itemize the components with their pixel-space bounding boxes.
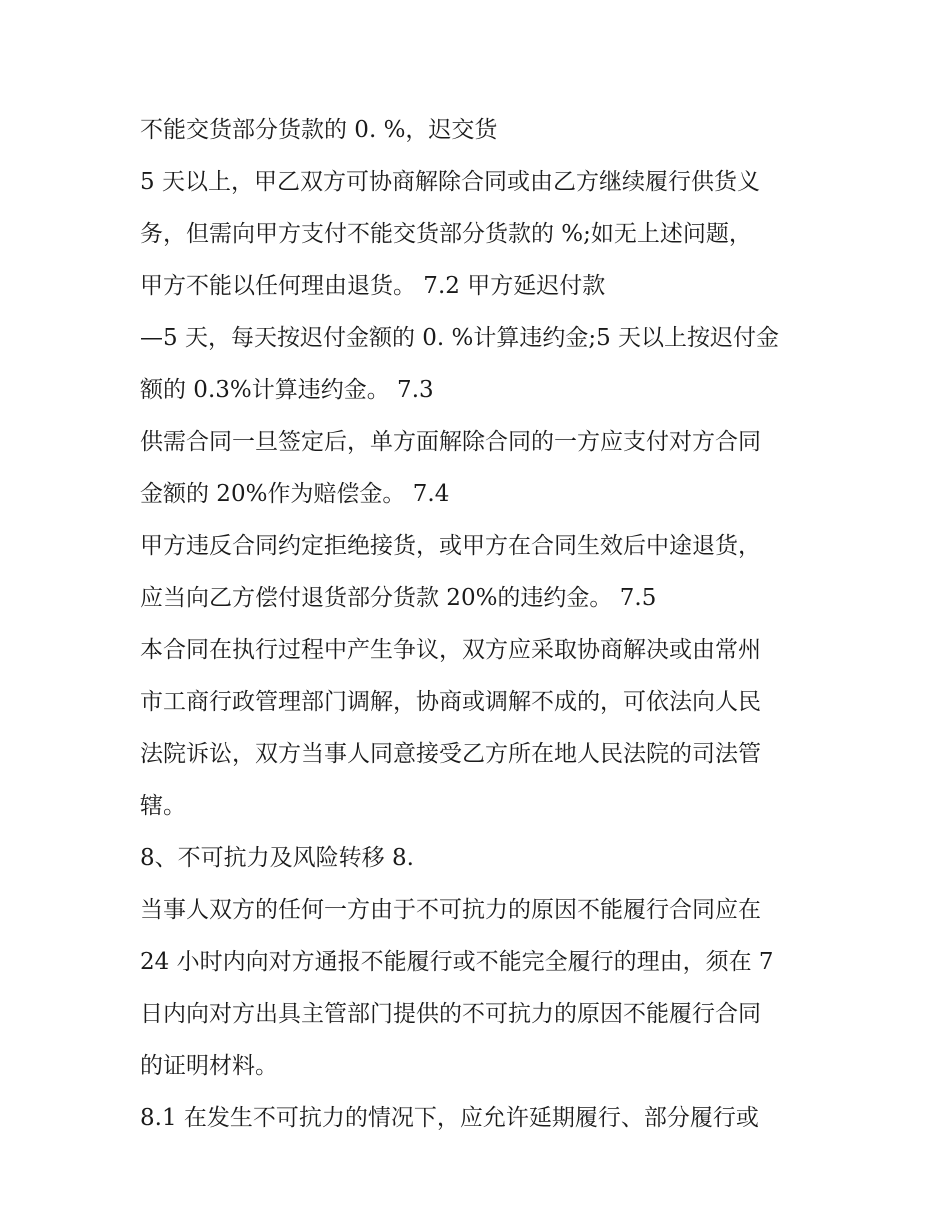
text-line: 应当向乙方偿付退货部分货款 20%的违约金。 7.5 (140, 585, 657, 611)
text-line: 市工商行政管理部门调解，协商或调解不成的，可依法向人民 (140, 689, 761, 715)
text-line: 金额的 20%作为赔偿金。 7.4 (140, 481, 450, 507)
text-line: 日内向对方出具主管部门提供的不可抗力的原因不能履行合同 (140, 1001, 761, 1027)
text-line: 务，但需向甲方支付不能交货部分货款的 %;如无上述问题， (140, 221, 752, 247)
text-line: —5 天，每天按迟付金额的 0. %计算违约金;5 天以上按迟付金 (140, 325, 780, 351)
document-body (140, 108, 830, 1148)
text-line: 甲方不能以任何理由退货。 7.2 甲方延迟付款 (140, 273, 606, 299)
section-heading: 8、不可抗力及风险转移 8. (140, 845, 414, 871)
text-line: 辖。 (140, 793, 186, 819)
text-line: 本合同在执行过程中产生争议，双方应采取协商解决或由常州 (140, 637, 761, 663)
text-line: 的证明材料。 (140, 1053, 278, 1079)
text-line: 甲方违反合同约定拒绝接货，或甲方在合同生效后中途退货， (140, 533, 761, 559)
text-line: 5 天以上，甲乙双方可协商解除合同或由乙方继续履行供货义 (140, 169, 760, 195)
text-line: 供需合同一旦签定后，单方面解除合同的一方应支付对方合同 (140, 429, 761, 455)
text-line: 不能交货部分货款的 0. %，迟交货 (140, 117, 498, 143)
text-line: 8.1 在发生不可抗力的情况下，应允许延期履行、部分履行或 (140, 1105, 759, 1131)
text-line: 法院诉讼，双方当事人同意接受乙方所在地人民法院的司法管 (140, 741, 761, 767)
text-line: 24 小时内向对方通报不能履行或不能完全履行的理由，须在 7 (140, 949, 774, 975)
text-line: 当事人双方的任何一方由于不可抗力的原因不能履行合同应在 (140, 897, 761, 923)
text-line: 额的 0.3%计算违约金。 7.3 (140, 377, 434, 403)
